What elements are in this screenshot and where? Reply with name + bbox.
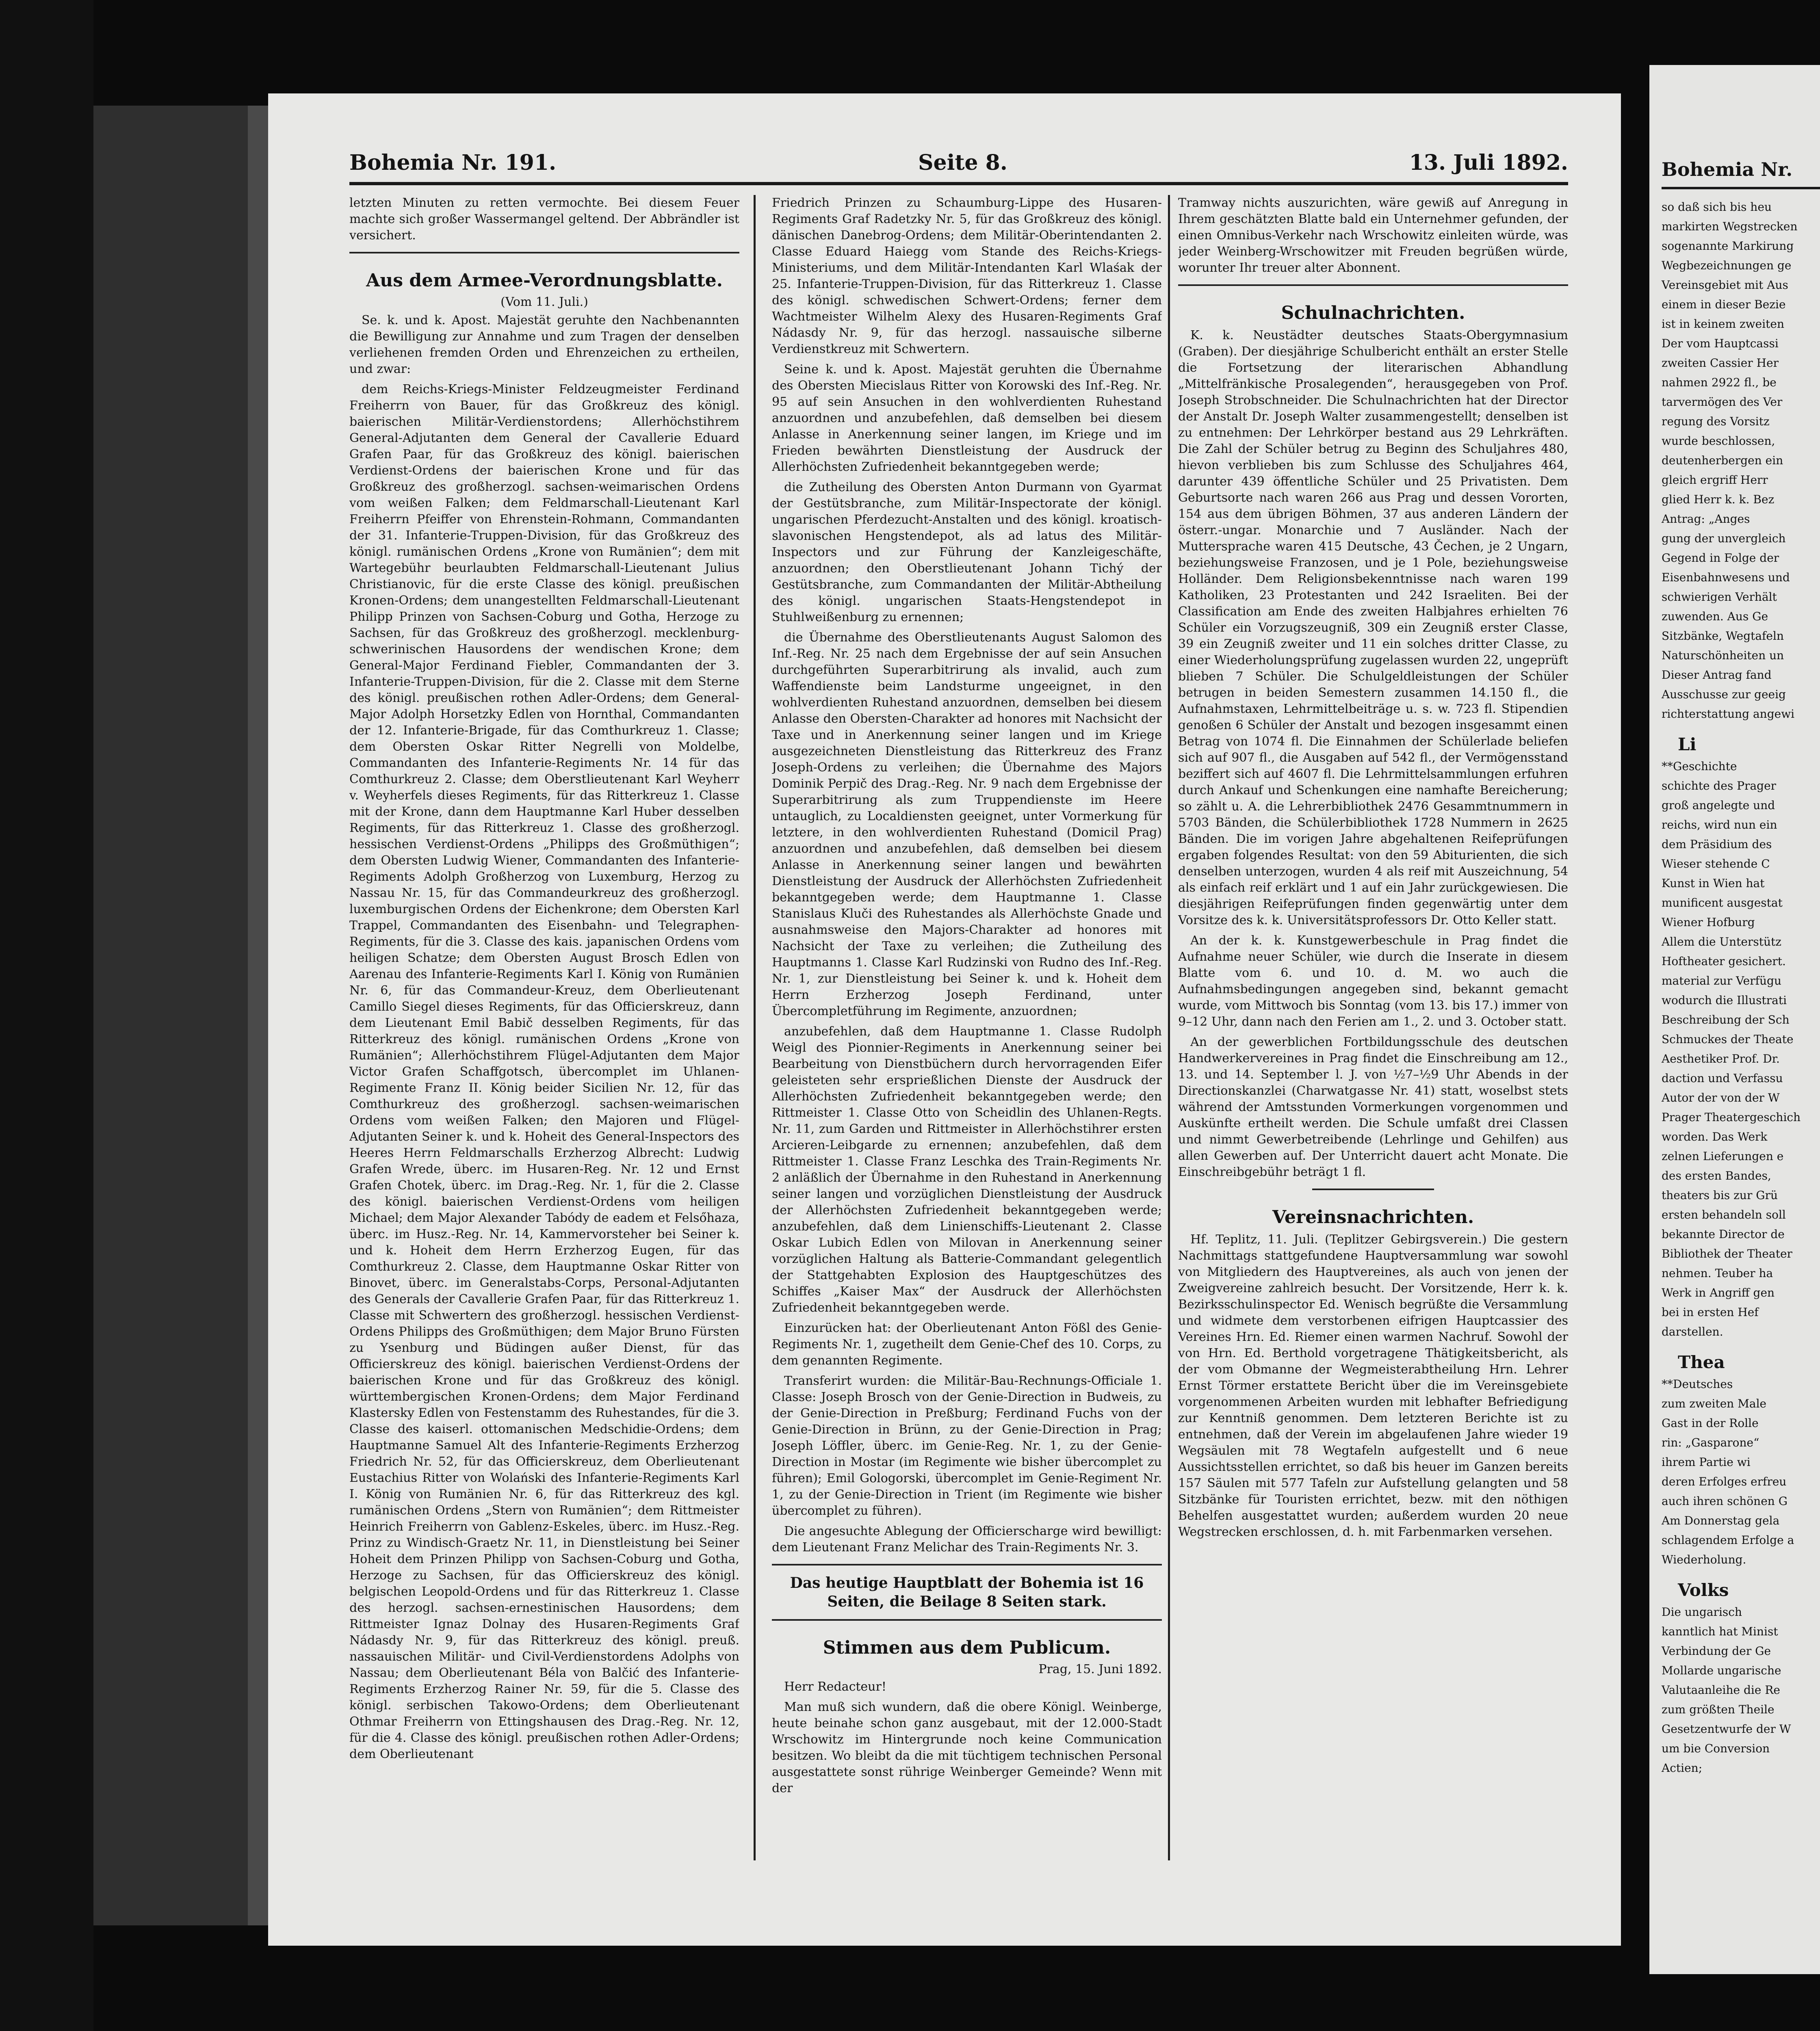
facing-page-line: zweiten Cassier Her [1662, 356, 1779, 370]
facing-section-3-title: Volks [1678, 1580, 1729, 1600]
facing-page-line: gleich ergriff Herr [1662, 473, 1768, 487]
facing-section-1-title: Li [1678, 734, 1696, 754]
facing-section-3-line: Gesetzentwurfe der W [1662, 1722, 1791, 1736]
facing-section-1-line: Autor der von der W [1662, 1091, 1780, 1104]
facing-page-line: Dieser Antrag fand [1662, 668, 1772, 682]
col2-paragraph-2: Seine k. und k. Apost. Majestät geruhten die Übernahme des Obersten Miecislaus Ritter von Korowski des Inf.-Reg. Nr. 95 auf sein Ansuchen in den wohlverdienten Ruhestand anzuordnen und anzubefehlen, daß demselben bei diesem Anlasse in Anerkennung seiner langen, im Kriege und im Frieden bewährten Dienstleistung der Ausdruck der Allerhöchsten Zufriedenheit bekanntgegeben werde; [772, 362, 1162, 474]
facing-page-line: tarvermögen des Ver [1662, 395, 1783, 409]
facing-section-1-line: wodurch die Illustrati [1662, 994, 1787, 1007]
facing-section-2-line: Wiederholung. [1662, 1553, 1746, 1566]
col2-paragraph-1: Friedrich Prinzen zu Schaumburg-Lippe des Husaren-Regiments Graf Radetzky Nr. 5, für das Großkreuz des königl. dänischen Danebrog-Ordens; dem Militär-Oberintendanten 2. Classe Eduard Haiegg vom Stande des Reichs-Kriegs-Ministeriums, und dem Militär-Intendanten Karl Wlaśak der 25. Infanterie-Truppen-Division, für das Ritterkreuz 1. Classe des königl. schwedischen Schwert-Ordens; ferner dem Wachtmeister Wilhelm Alexy des Husaren-Regiments Graf Nádasdy Nr. 9, für das herzogl. nassauische silberne Verdienstkreuz mit Schwertern. [772, 196, 1162, 356]
facing-section-2-line: ihrem Partie wi [1662, 1455, 1751, 1469]
facing-section-1-line: bekannte Director de [1662, 1228, 1785, 1241]
header-date: 13. Juli 1892. [1409, 150, 1568, 175]
facing-page-line: nahmen 2922 fl., be [1662, 376, 1777, 389]
facing-section-2-line: **Deutsches [1662, 1377, 1733, 1391]
facing-section-1-line: Aesthetiker Prof. Dr. [1662, 1052, 1780, 1065]
facing-page-line: Vereinsgebiet mit Aus [1662, 278, 1788, 292]
stimmen-salutation: Herr Redacteur! [784, 1680, 886, 1694]
facing-section-2-line: auch ihren schönen G [1662, 1494, 1788, 1508]
facing-page-line: glied Herr k. k. Bez [1662, 493, 1774, 506]
facing-section-1-line: material zur Verfügu [1662, 974, 1781, 987]
facing-page-line: zuwenden. Aus Ge [1662, 610, 1768, 623]
stimmen-paragraph-1: Man muß sich wundern, daß die obere Königl. Weinberge, heute beinahe schon ganz ausgebaut, mit der 12.000-Stadt Wrschowitz im Hintergrunde noch keine Communication besitzen. Wo bleibt da die mit tüchtigem technischen Personal ausgestattete sonst rührige Weinberger Gemeinde? Wenn mit der [772, 1700, 1162, 1795]
facing-page-line: Wegbezeichnungen ge [1662, 259, 1792, 272]
facing-section-2-line: zum zweiten Male [1662, 1397, 1767, 1410]
facing-page-line: Ausschusse zur geeig [1662, 688, 1786, 701]
book-spine-edge [248, 106, 268, 1925]
col2-paragraph-8: Die angesuchte Ablegung der Officierscharge wird bewilligt: dem Lieutenant Franz Melichar des Train-Regiments Nr. 3. [772, 1524, 1162, 1555]
facing-page-line: Gegend in Folge der [1662, 551, 1779, 565]
divider [1178, 284, 1568, 286]
facing-section-1-line: Prager Theatergeschich [1662, 1111, 1801, 1124]
facing-section-1-line: worden. Das Werk [1662, 1130, 1768, 1143]
facing-section-3-line: Die ungarisch [1662, 1605, 1742, 1619]
col2-paragraph-3: die Zutheilung des Obersten Anton Durmann von Gyarmat der Gestütsbranche, zum Militär-Inspectorate der königl. ungarischen Pferdezucht-Anstalten und des königl. kroatisch-slavonischen Hengstendepot, als ad latus des Militär-Inspectors und zur Führung der Kanzleigeschäfte, anzuordnen; den Oberstlieutenant Johann Tichý der Gestütsbranche, zum Commandanten der Militär-Abtheilung des königl. ungarischen Staats-Hengstendepot in Stuhlweißenburg zu ernennen; [772, 480, 1162, 624]
facing-section-2-line: Am Donnerstag gela [1662, 1514, 1780, 1527]
facing-section-3-line: kanntlich hat Minist [1662, 1625, 1778, 1638]
facing-section-3-line: um bie Conversion [1662, 1742, 1770, 1755]
facing-section-1-line: Wieser stehende C [1662, 857, 1770, 870]
facing-section-2-line: schlagendem Erfolge a [1662, 1533, 1794, 1547]
facing-page-rule [1662, 187, 1820, 189]
book-spine [93, 106, 248, 1925]
schul-paragraph-3: An der gewerblichen Fortbildungsschule des deutschen Handwerkervereines in Prag findet die Einschreibung am 12., 13. und 14. September l. J. von ½7–½9 Uhr Abends in der Directionskanzlei (Charwatgasse Nr. 41) statt, woselbst stets während der Amtsstunden Vormerkungen vorgenommen und Auskünfte ertheilt werden. Die Schule umfaßt drei Classen und nimmt Gewerbetreibende (Lehrlinge und Gehilfen) aus allen Gewerben auf. Der Unterricht dauert acht Monate. Die Einschreibgebühr beträgt 1 fl. [1178, 1035, 1568, 1179]
divider [772, 1564, 1162, 1565]
schul-paragraph-2: An der k. k. Kunstgewerbeschule in Prag findet die Aufnahme neuer Schüler, wie durch die Inserate in diesem Blatte vom 6. und 10. d. M. wo auch die Aufnahmsbedingungen angegeben sind, bekannt gemacht wurde, vom Mittwoch bis Sonntag (vom 13. bis 17.) immer von 9–12 Uhr, dann nach den Ferien am 1., 2. und 3. October statt. [1178, 933, 1568, 1029]
facing-section-1-line: nehmen. Teuber ha [1662, 1267, 1773, 1280]
column-rule-1 [754, 195, 756, 1860]
page-header [349, 150, 1568, 187]
header-rule [349, 182, 1568, 185]
facing-section-1-line: Allem die Unterstütz [1662, 935, 1781, 948]
facing-page-line: wurde beschlossen, [1662, 434, 1775, 448]
col2-paragraph-4: die Übernahme des Oberstlieutenants August Salomon des Inf.-Reg. Nr. 25 nach dem Ergebnisse der auf sein Ansuchen durchgeführten Superarbitrirung als invalid, auch zum Waffendienste beim Landsturme ungeeignet, in den wohlverdienten Ruhestand anzuordnen, demselben bei diesem Anlasse den Obersten-Charakter ad honores mit Nachsicht der Taxe und in Anerkennung seiner langen und im Kriege ausgezeichneten Dienstleistung das Ritterkreuz des Franz Joseph-Ordens zu verleihen; die Übernahme des Majors Dominik Perpič des Drag.-Reg. Nr. 9 nach dem Ergebnisse der Superarbitrirung als zum Truppendienste im Heere untauglich, zu Localdiensten geeignet, unter Vormerkung für letztere, in den wohlverdienten Ruhestand (Domicil Prag) anzuordnen und anzubefehlen, daß demselben bei diesem Anlasse in Anerkennung seiner langen und bewährten Dienstleistung der Ausdruck der Allerhöchsten Zufriedenheit bekanntgegeben werde; dem Hauptmanne 1. Classe Stanislaus Kluči des Ruhestandes als Allerhöchste Gnade und ausnahmsweise den Majors-Charakter ad honores mit Nachsicht der Taxe zu verleihen; die Zutheilung des Hauptmanns 1. Classe Karl Rudzinski von Rudno des Inf.-Reg. Nr. 1, zur Dienstleistung bei Seiner k. und k. Hoheit dem Herrn Erzherzog Joseph Ferdinand, unter Übercompletführung im Regimente, anzuordnen; [772, 630, 1162, 1018]
armee-date: (Vom 11. Juli.) [500, 295, 588, 309]
facing-section-1-line: darstellen. [1662, 1325, 1723, 1338]
facing-page-line: ist in keinem zweiten [1662, 317, 1785, 331]
facing-section-2-line: Gast in der Rolle [1662, 1416, 1759, 1430]
facing-page-line: markirten Wegstrecken [1662, 220, 1798, 233]
vereinsnachrichten-title: Vereinsnachrichten. [1272, 1207, 1474, 1228]
stimmen-dateline: Prag, 15. Juni 1892. [1038, 1662, 1162, 1676]
facing-section-1-line: Beschreibung der Sch [1662, 1013, 1790, 1026]
facing-page-body [1662, 199, 1820, 1780]
facing-page-line: regung des Vorsitz [1662, 415, 1770, 428]
page-count-note: Das heutige Hauptblatt der Bohemia ist 16 Seiten, die Beilage 8 Seiten stark. [790, 1574, 1144, 1610]
facing-page-line: einem in dieser Bezie [1662, 298, 1786, 311]
facing-section-2-line: rin: „Gasparone“ [1662, 1436, 1759, 1449]
verein-paragraph-1: Hf. Teplitz, 11. Juli. (Teplitzer Gebirgsverein.) Die gestern Nachmittags stattgefundene Hauptversammlung war sowohl von Mitgliedern des Hauptvereines, als auch von jenen der Zweigvereine zahlreich besucht. Der Vorsitzende, Herr k. k. Bezirksschulinspector Ed. Wenisch begrüßte die Versammlung und widmete dem verstorbenen eifrigen Hauptcassier des Vereines Hrn. Ed. Riemer einen warmen Nachruf. Sowohl der von Hrn. Ed. Berthold vorgetragene Thätigkeitsbericht, als der vom Obmanne der Wegmeisterabtheilung Hrn. Lehrer Ernst Törmer erstattete Bericht über die im Vereinsgebiete vorgenommenen Arbeiten wurden mit lebhafter Befriedigung zur Kenntniß genommen. Dem letzteren Berichte ist zu entnehmen, daß der Verein im abgelaufenen Jahre wieder 19 Wegsäulen mit 78 Wegtafeln aufgestellt und 6 neue Aussichtsstellen errichtet, so daß bis heuer im Ganzen bereits 157 Säulen mit 577 Tafeln zur Aufstellung gelangten und 58 Sitzbänke für Touristen errichtet, bezw. mit den nöthigen Behelfen ausgestattet wurden; außerdem wurden 20 neue Wegstrecken erschlossen, d. h. mit Farbenmarken versehen. [1178, 1232, 1568, 1539]
facing-section-1-line: zelnen Lieferungen e [1662, 1150, 1784, 1163]
facing-page-header: Bohemia Nr. [1662, 158, 1793, 180]
col2-paragraph-7: Transferirt wurden: die Militär-Bau-Rechnungs-Officiale 1. Classe: Joseph Brosch von der Genie-Direction in Budweis, zu der Genie-Direction in Preßburg; Ferdinand Fuchs von der Genie-Direction in Brünn, zu der Genie-Direction in Prag; Joseph Löffler, überc. im Genie-Reg. Nr. 1, zu der Genie-Direction in Mostar (im Regimente wie bisher übercomplet zu führen); Emil Gologorski, übercomplet im Genie-Regiment Nr. 1, zu der Genie-Direction in Trient (im Regimente wie bisher übercomplet zu führen). [772, 1374, 1162, 1518]
facing-section-1-line: ersten behandeln soll [1662, 1208, 1786, 1221]
schul-paragraph-1: K. k. Neustädter deutsches Staats-Obergymnasium (Graben). Der diesjährige Schulbericht enthält an erster Stelle die Fortsetzung der literarischen Abhandlung „Mittelfränkische Prosalegenden“, herausgegeben von Prof. Joseph Strobschneider. Die Schulnachrichten hat der Director der Anstalt Dr. Joseph Walter zusammengestellt; denselben ist zu entnehmen: Der Lehrkörper bestand aus 29 Lehrkräften. Die Zahl der Schüler betrug zu Beginn des Schuljahres 480, hievon verblieben bis zum Schlusse des Schuljahres 464, darunter 439 öffentliche Schüler und 25 Privatisten. Dem Geburtsorte nach waren 266 aus Prag und dessen Vororten, 154 aus dem übrigen Böhmen, 37 aus anderen Ländern der österr.-ungar. Monarchie und 7 Ausländer. Nach der Muttersprache waren 415 Deutsche, 43 Čechen, je 2 Ungarn, beziehungsweise Franzosen, und je 1 Pole, beziehungsweise Holländer. Dem Religionsbekenntnisse nach waren 199 Katholiken, 23 Protestanten und 242 Israeliten. Bei der Classification am Ende des zweiten Halbjahres erhielten 76 Schüler ein Vorzugszeugniß, 309 ein Zeugniß erster Classe, 39 ein Zeugniß zweiter und 11 ein solches dritter Classe, zu einer Wiederholungsprüfung zugelassen wurden 22, ungeprüft blieben 7 Schüler. Die Schulgeldleistungen der Schüler betrugen in beiden Semestern zusammen 14.150 fl., die Aufnahmstaxen, Lehrmittelbeiträge u. s. w. 723 fl. Stipendien genoßen 6 Schüler der Anstalt und bezogen insgesammt einen Betrag von 1074 fl. Die Einnahmen der Schülerlade beliefen sich auf 907 fl., die Ausgaben auf 542 fl., der Vermögensstand beziffert sich auf 4607 fl. Die Lehrmittelsammlungen erfuhren durch Ankauf und Schenkungen eine namhafte Bereicherung; so zählt u. A. die Lehrerbibliothek 2476 Gesammtnummern in 5703 Bänden, die Schülerbibliothek 1728 Nummern in 2625 Bänden. Die im vorigen Jahre abgehaltenen Reifeprüfungen ergaben folgendes Resultat: von den 59 Abiturienten, die sich denselben unterzogen, wurden 4 als reif mit Auszeichnung, 54 als einfach reif erklärt und 1 auf ein Jahr zurückgewiesen. Die diesjährigen Reifeprüfungen finden gegenwärtig unter dem Vorsitze des k. k. Universitätsprofessors Dr. Otto Keller statt. [1178, 328, 1568, 927]
fire-report-end: letzten Minuten zu retten vermochte. Bei diesem Feuer machte sich großer Wassermangel geltend. Der Abbrändler ist versichert. [349, 196, 739, 243]
facing-page-line: Eisenbahnwesens und [1662, 571, 1790, 584]
facing-page-line: richterstattung angewi [1662, 707, 1795, 721]
facing-page-line: deutenherbergen ein [1662, 454, 1783, 467]
facing-section-3-line: Actien; [1662, 1761, 1703, 1775]
column-2 [772, 195, 1162, 1860]
facing-section-2-title: Thea [1678, 1352, 1725, 1372]
armee-title: Aus dem Armee-Verordnungsblatte. [366, 270, 723, 291]
facing-section-1-line: Hoftheater gesichert. [1662, 955, 1786, 968]
facing-section-1-line: schichte des Prager [1662, 779, 1777, 792]
divider [772, 1619, 1162, 1621]
facing-section-3-line: zum größten Theile [1662, 1703, 1774, 1716]
facing-section-1-line: munificent ausgestat [1662, 896, 1783, 909]
facing-section-1-line: reichs, wird nun ein [1662, 818, 1777, 831]
facing-section-2-line: deren Erfolges erfreu [1662, 1475, 1787, 1488]
facing-page-line: Sitzbänke, Wegtafeln [1662, 629, 1784, 643]
col3-letter-end: Tramway nichts auszurichten, wäre gewiß auf Anregung in Ihrem geschätzten Blatte bald ein Unternehmer gefunden, der einen Omnibus-Verkehr nach Wrschowitz einleiten würde, was jeder Weinberg-Wrschowitzer mit Freuden begrüßen würde, worunter Ihr treuer alter Abonnent. [1178, 196, 1568, 275]
schulnachrichten-title: Schulnachrichten. [1281, 303, 1465, 323]
facing-section-1-line: groß angelegte und [1662, 799, 1775, 812]
facing-section-1-line: bei in ersten Hef [1662, 1306, 1759, 1319]
facing-section-1-line: Schmuckes der Theate [1662, 1033, 1794, 1046]
scan-left-edge [0, 0, 93, 2031]
facing-section-3-line: Valutaanleihe die Re [1662, 1683, 1780, 1697]
facing-section-3-line: Mollarde ungarische [1662, 1664, 1781, 1677]
facing-section-1-line: Werk in Angriff gen [1662, 1286, 1775, 1299]
facing-page-line: gung der unvergleich [1662, 532, 1786, 545]
facing-section-1-line: des ersten Bandes, [1662, 1169, 1771, 1182]
facing-page-line: sogenannte Markirung [1662, 239, 1794, 253]
stimmen-title: Stimmen aus dem Publicum. [823, 1637, 1111, 1658]
facing-section-1-line: dem Präsidium des [1662, 838, 1772, 851]
facing-page-line: Der vom Hauptcassi [1662, 337, 1779, 350]
facing-section-1-line: theaters bis zur Grü [1662, 1189, 1778, 1202]
header-page-number: Seite 8. [918, 150, 1008, 175]
facing-page-line: schwierigen Verhält [1662, 590, 1777, 604]
facing-page [1649, 65, 1820, 1974]
facing-section-1-line: daction und Verfassu [1662, 1072, 1783, 1085]
facing-page-line: so daß sich bis heu [1662, 200, 1772, 214]
armee-paragraph-1: Se. k. und k. Apost. Majestät geruhte den Nachbenannten die Bewilligung zur Annahme und zum Tragen der denselben verliehenen fremden Orden und Ehrenzeichen zu ertheilen, und zwar: [349, 313, 739, 376]
col2-paragraph-6: Einzurücken hat: der Oberlieutenant Anton Fößl des Genie-Regiments Nr. 1, zugetheilt dem Genie-Chef des 10. Corps, zu dem genannten Regimente. [772, 1321, 1162, 1368]
armee-paragraph-2: dem Reichs-Kriegs-Minister Feldzeugmeister Ferdinand Freiherrn von Bauer, für das Großkreuz des königl. baierischen Militär-Verdienstordens; Allerhöchstihrem General-Adjutanten dem General der Cavallerie Eduard Grafen Paar, für das Großkreuz des königl. baierischen Verdienst-Ordens der baierischen Krone und für das Großkreuz des großherzogl. sachsen-weimarischen Ordens vom weißen Falken; dem Feldmarschall-Lieutenant Karl Freiherrn Pfeiffer von Ehrenstein-Rohmann, Commandanten der 31. Infanterie-Truppen-Division, für das Großkreuz des königl. rumänischen Ordens „Krone von Rumänien“; dem mit Wartegebühr beurlaubten Feldmarschall-Lieutenant Julius Christianovic, für die erste Classe des königl. preußischen Kronen-Ordens; dem unangestellten Feldmarschall-Lieutenant Philipp Prinzen von Sachsen-Coburg und Gotha, Herzoge zu Sachsen, für das Großkreuz des großherzogl. mecklenburg-schwerinischen Hausordens der wendischen Krone; dem General-Major Ferdinand Fiebler, Commandanten der 3. Infanterie-Truppen-Division, für die 2. Classe mit dem Sterne des königl. preußischen rothen Adler-Ordens; dem General-Major Adolph Horsetzky Edlen von Hornthal, Commandanten der 12. Infanterie-Brigade, für das Comthurkreuz 1. Classe; dem Obersten Oskar Ritter Negrelli von Moldelbe, Commandanten des Infanterie-Regiments Nr. 14 für das Comthurkreuz 2. Classe; dem Oberstlieutenant Karl Weyherr v. Weyherfels dieses Regiments, für das Ritterkreuz 1. Classe mit der Krone, dann dem Hauptmanne Karl Huber desselben Regiments, für das Ritterkreuz 1. Classe des großherzogl. hessischen Verdienst-Ordens „Philipps des Großmüthigen“; dem Obersten Ludwig Wiener, Commandanten des Infanterie-Regiments Adolph Großherzog von Luxemburg, Herzog zu Nassau Nr. 15, für das Commandeurkreuz des großherzogl. luxemburgischen Ordens der Eichenkrone; dem Obersten Karl Trappel, Commandanten des Eisenbahn- und Telegraphen-Regiments, für die 3. Classe des kais. japanischen Ordens vom heiligen Schatze; dem Obersten August Brosch Edlen von Aarenau des Infanterie-Regiments Karl I. König von Rumänien Nr. 6, für das Commandeur-Kreuz, dem Oberlieutenant Camillo Siegel dieses Regiments, für das Officierskreuz, dann dem Lieutenant Emil Babič desselben Regiments, für das Ritterkreuz des königl. rumänischen Ordens „Krone von Rumänien“; Allerhöchstihrem Flügel-Adjutanten dem Major Victor Grafen Schaffgotsch, übercomplet im Uhlanen-Regimente Franz II. König beider Sicilien Nr. 12, für das Comthurkreuz des großherzogl. sachsen-weimarischen Ordens vom weißen Falken; den Majoren und Flügel-Adjutanten Seiner k. und k. Hoheit des General-Inspectors des Heeres Herrn Feldmarschalls Erzherzog Albrecht: Ludwig Grafen Wrede, überc. im Husaren-Reg. Nr. 12 und Ernst Grafen Chotek, überc. im Drag.-Reg. Nr. 1, für die 2. Classe des königl. baierischen Verdienst-Ordens vom heiligen Michael; dem Major Alexander Tabódy de eadem et Felsőhaza, überc. im Husz.-Reg. Nr. 14, Kammervorsteher bei Seiner k. und k. Hoheit dem Herrn Erzherzog Eugen, für das Comthurkreuz 2. Classe, dem Hauptmanne Oskar Ritter von Binovet, überc. im Generalstabs-Corps, Personal-Adjutanten des Generals der Cavallerie Grafen Paar, für das Ritterkreuz 1. Classe mit Schwertern des großherzogl. hessischen Verdienst-Ordens Philipps des Großmüthigen; dem Major Bruno Fürsten zu Ysenburg und Büdingen außer Dienst, für das Officierskreuz des königl. baierischen Verdienst-Ordens der baierischen Krone und für das Großkreuz des königl. württembergischen Kronen-Ordens; dem Major Ferdinand Klastersky Edlen von Festenstamm des Ruhestandes, für die 3. Classe des kaiserl. ottomanischen Medschidie-Ordens; dem Hauptmanne Samuel Alt des Infanterie-Regiments Erzherzog Friedrich Nr. 52, für das Officierskreuz, dem Oberlieutenant Eustachius Ritter von Wolański des Infanterie-Regiments Karl I. König von Rumänien Nr. 6, für das Ritterkreuz des kgl. rumänischen Ordens „Stern von Rumänien“; dem Rittmeister Heinrich Freiherrn von Gablenz-Eskeles, überc. im Husz.-Reg. Prinz zu Windisch-Graetz Nr. 11, in Dienstleistung bei Seiner Hoheit dem Prinzen Philipp von Sachsen-Coburg und Gotha, Herzoge zu Sachsen, für das Officierskreuz des königl. belgischen Leopold-Ordens und für das Ritterkreuz 1. Classe des herzogl. sachsen-ernestinischen Hausordens; dem Rittmeister Ignaz Dolnay des Husaren-Regiments Graf Nádasdy Nr. 9, für das Ritterkreuz des königl. preuß. nassauischen Militär- und Civil-Verdienstordens Adolphs von Nassau; dem Oberlieutenant Béla von Balčić des Infanterie-Regiments Erzherzog Rainer Nr. 59, für die 5. Classe des königl. serbischen Takowo-Ordens; dem Oberlieutenant Othmar Freiherrn von Ettingshausen des Drag.-Reg. Nr. 12, für die 4. Classe des königl. preußischen rothen Adler-Ordens; dem Oberlieutenant [349, 382, 739, 1761]
facing-page-line: Antrag: „Anges [1662, 512, 1750, 526]
column-3 [1178, 195, 1568, 1860]
facing-page-line: Naturschönheiten un [1662, 649, 1784, 662]
facing-section-1-line: Wiener Hofburg [1662, 916, 1755, 929]
facing-section-1-line: Kunst in Wien hat [1662, 877, 1765, 890]
column-1 [349, 195, 739, 1860]
facing-section-1-line: **Geschichte [1662, 760, 1737, 773]
newspaper-page [268, 93, 1621, 1946]
col2-paragraph-5: anzubefehlen, daß dem Hauptmanne 1. Classe Rudolph Weigl des Pionnier-Regiments in Anerkennung seiner bei Bearbeitung von Dienstbüchern durch hervorragenden Eifer geleisteten sehr ersprießlichen Dienste der Ausdruck der Allerhöchsten Zufriedenheit bekanntgegeben werde; den Rittmeister 1. Classe Otto von Scheidlin des Uhlanen-Regts. Nr. 11, zum Garden und Rittmeister in Allerhöchstihrer ersten Arcieren-Leibgarde zu ernennen; anzubefehlen, daß dem Rittmeister 1. Classe Franz Leschka des Train-Regiments Nr. 2 anläßlich der Übernahme in den Ruhestand in Anerkennung seiner langen und vorzüglichen Dienstleistung der Ausdruck der Allerhöchsten Zufriedenheit bekanntgegeben werde; anzubefehlen, daß dem Linienschiffs-Lieutenant 2. Classe Oskar Lubich Edlen von Milovan in Anerkennung seiner vorzüglichen Haltung als Batterie-Commandant gelegentlich der Stattgehabten Explosion des Hauptgeschützes des Schiffes „Kaiser Max“ der Ausdruck der Allerhöchsten Zufriedenheit bekanntgegeben werde. [772, 1024, 1162, 1315]
header-issue: Bohemia Nr. 191. [349, 150, 557, 175]
divider [349, 252, 739, 253]
divider [1312, 1189, 1434, 1190]
column-rule-2 [1168, 195, 1170, 1860]
facing-section-1-line: Bibliothek der Theater [1662, 1247, 1792, 1260]
facing-section-3-line: Verbindung der Ge [1662, 1644, 1771, 1658]
